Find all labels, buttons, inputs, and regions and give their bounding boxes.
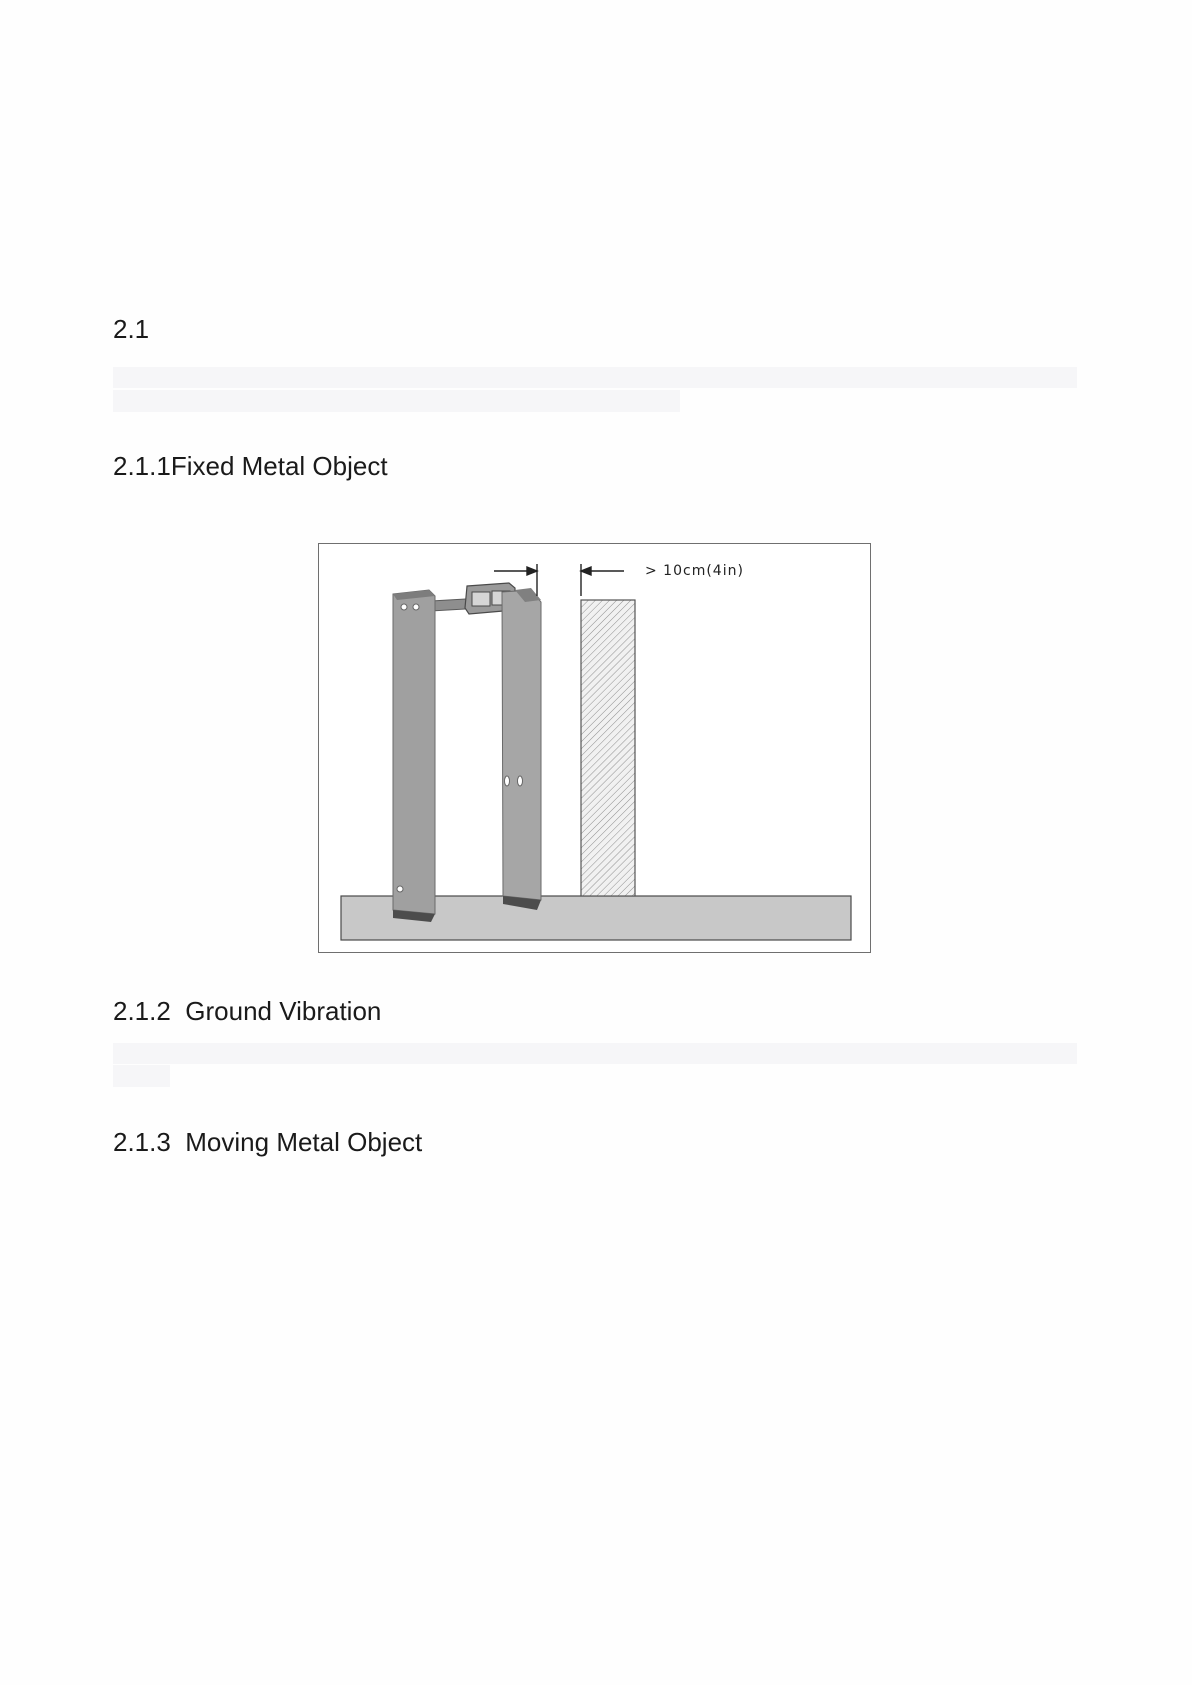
redacted-text-line: [113, 367, 1077, 388]
fixed-metal-object: [581, 600, 635, 896]
redacted-text-line: [113, 390, 680, 412]
figure-drawing: [319, 544, 872, 954]
section-heading-2-1-3: 2.1.3 Moving Metal Object: [113, 1127, 423, 1157]
gate-left-pillar: [393, 590, 435, 922]
redacted-text-line: [113, 1065, 170, 1087]
gate-right-pillar: [502, 588, 541, 910]
redacted-text-line: [113, 1043, 1077, 1064]
section-heading-2-1-1: 2.1.1Fixed Metal Object: [113, 451, 388, 481]
clearance-dimension-label: > 10cm(4in): [645, 563, 744, 579]
section-heading-2-1-2: 2.1.2 Ground Vibration: [113, 996, 382, 1026]
section-heading-2-1: 2.1: [113, 314, 150, 344]
metal-detector-clearance-figure: [318, 543, 871, 953]
